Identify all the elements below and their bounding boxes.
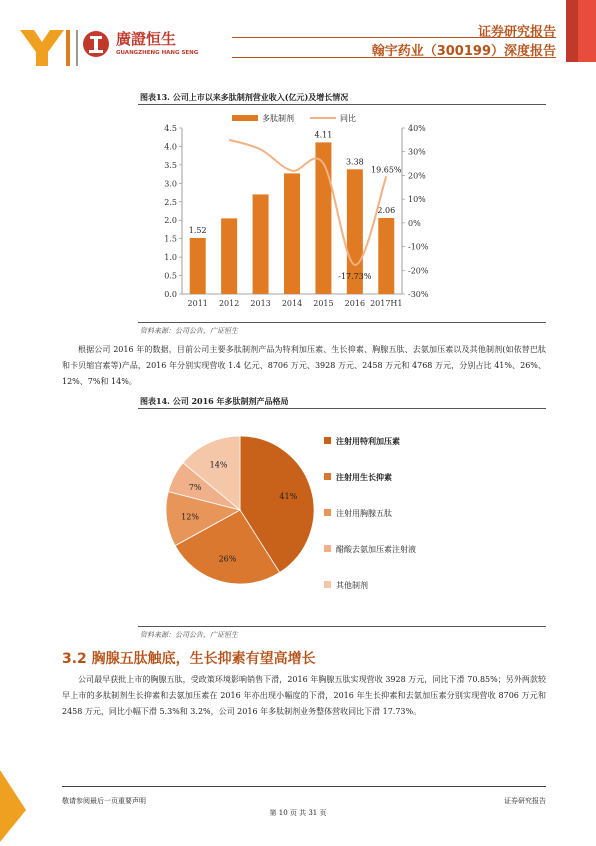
section-title: 3.2 胸腺五肽触底，生长抑素有望高增长 <box>62 651 316 667</box>
pie-legend-item <box>336 544 416 555</box>
company-logo <box>20 26 210 70</box>
x-tick-label: 2016 <box>344 299 366 308</box>
figure14-top-rule <box>138 408 546 409</box>
legend-label-bar: 多肽制剂 <box>262 114 294 123</box>
figure14-source: 资料来源：公司公告，广证恒生 <box>140 631 238 639</box>
right-tick-label: 20% <box>408 171 426 181</box>
left-tick-label: 0.0 <box>164 290 177 299</box>
x-tick-label: 2015 <box>313 299 334 308</box>
pie-legend-item <box>336 580 368 591</box>
right-tick-label: 30% <box>408 147 426 157</box>
left-tick-label: 1.0 <box>164 253 177 263</box>
bar-data-label: 4.11 <box>314 130 333 140</box>
x-tick-label: 2017H1 <box>370 299 403 308</box>
pie-legend-label: 注射用生长抑素 <box>336 472 392 482</box>
left-tick-label: 3.5 <box>164 160 177 170</box>
right-tick-label: -20% <box>408 266 429 276</box>
footer-rule <box>62 786 546 787</box>
right-tick-label: 40% <box>408 124 426 133</box>
header-rule <box>232 37 556 38</box>
right-tick-label: 0% <box>408 218 421 228</box>
left-tick-label: 0.5 <box>164 271 177 281</box>
header-rule-2 <box>232 57 556 58</box>
pie-legend-item <box>336 508 392 519</box>
section-paragraph: 公司最早获批上市的胸腺五肽，受政策环境影响销售下滑，2016 年胸腺五肽实现营收 3928 万元，同比下滑 70.85%；另外两款较早上市的多肽制剂生长抑素和去氨加压素在 2016 年亦出现小幅度的下滑，2016 年生长抑素和去氨加压素分别实现营收 8706 万元和 2458 万元，同比小幅下滑 5.3%和 3.2%，公司 2016 年多肽制剂业务整体营收同比下滑 17.73%。 <box>62 675 546 716</box>
report-title: 翰宇药业（300199）深度报告 <box>371 44 556 59</box>
figure13-top-rule <box>138 104 546 105</box>
left-tick-label: 4.5 <box>164 124 177 133</box>
bar <box>284 173 300 294</box>
logo-cn-text: 廣證恒生 <box>116 30 177 48</box>
pie-legend-item <box>336 436 400 447</box>
bar-data-label: 1.52 <box>188 225 207 235</box>
report-type: 证券研究报告 <box>477 25 556 40</box>
logo-en-text: GUANGZHENG HANG SENG <box>116 50 199 56</box>
bar <box>378 218 394 294</box>
footer-disclaimer: 敬请参阅最后一页重要声明 <box>62 797 146 805</box>
pie-legend-label: 注射用胸腺五肽 <box>336 509 392 518</box>
pie-legend-swatch <box>324 581 331 588</box>
bar <box>253 194 269 294</box>
x-tick-label: 2011 <box>187 299 208 308</box>
right-tick-label: 10% <box>408 195 426 205</box>
pie-legend-swatch <box>324 473 331 480</box>
pie-legend-swatch <box>324 509 331 516</box>
legend-label-line: 同比 <box>340 114 356 123</box>
bar-data-label: 2.06 <box>377 206 396 216</box>
paragraph-product-revenue: 根据公司 2016 年的数据，目前公司主要多肽制剂产品为特利加压素、生长抑素、胸腺五肽、去氨加压素以及其他制剂(如依替巴肽和卡贝缩宫素等)产品，2016 年分别实现营收 1.4 亿元、8706 万元、3928 万元、2458 万元和 4768 万元，分别占比 41%、26%、12%、7%和 14%。 <box>62 345 546 386</box>
pie-legend-swatch <box>324 437 331 444</box>
pie-legend-label: 其他制剂 <box>336 581 368 590</box>
bar <box>221 218 237 294</box>
line-data-label: 19.65% <box>371 165 402 175</box>
product-mix-pie-chart <box>160 425 320 595</box>
figure13-bottom-rule <box>138 322 546 323</box>
pie-value-label: 14% <box>209 460 228 470</box>
pie-legend-label: 注射用特利加压素 <box>336 436 400 446</box>
revenue-growth-chart <box>140 108 470 318</box>
pie-value-label: 7% <box>188 483 202 493</box>
figure14-bottom-rule <box>138 626 546 627</box>
figure13-source: 资料来源：公司公告，广证恒生 <box>140 327 238 335</box>
footer-report-type: 证券研究报告 <box>504 797 546 805</box>
left-tick-label: 4.0 <box>164 142 177 152</box>
right-tick-label: -10% <box>408 242 429 252</box>
pie-value-label: 12% <box>181 512 199 522</box>
pie-value-label: 41% <box>279 491 298 501</box>
left-tick-label: 3.0 <box>164 179 177 189</box>
x-tick-label: 2013 <box>250 299 271 308</box>
left-tick-label: 2.5 <box>164 197 177 207</box>
x-tick-label: 2014 <box>281 299 303 308</box>
corner-decoration-2 <box>578 0 596 62</box>
pie-value-label: 26% <box>218 554 237 564</box>
x-tick-label: 2012 <box>218 299 240 308</box>
legend-swatch-bar <box>232 115 258 121</box>
pie-legend-swatch <box>324 545 331 552</box>
pie-legend-item <box>336 472 392 483</box>
figure14-title: 图表14. 公司 2016 年多肽制剂产品格局 <box>140 396 289 406</box>
figure13-title: 图表13. 公司上市以来多肽制剂营业收入(亿元)及增长情况 <box>140 92 349 102</box>
right-tick-label: -30% <box>408 290 429 299</box>
left-tick-label: 2.0 <box>164 216 177 226</box>
left-tick-label: 1.5 <box>164 234 177 244</box>
bar <box>190 238 206 294</box>
pie-legend-label: 醋酸去氨加压素注射液 <box>336 545 416 554</box>
bar-data-label: 3.38 <box>345 157 364 167</box>
page-number: 第 10 页 共 31 页 <box>269 809 327 817</box>
line-data-label: -17.73% <box>338 271 372 281</box>
